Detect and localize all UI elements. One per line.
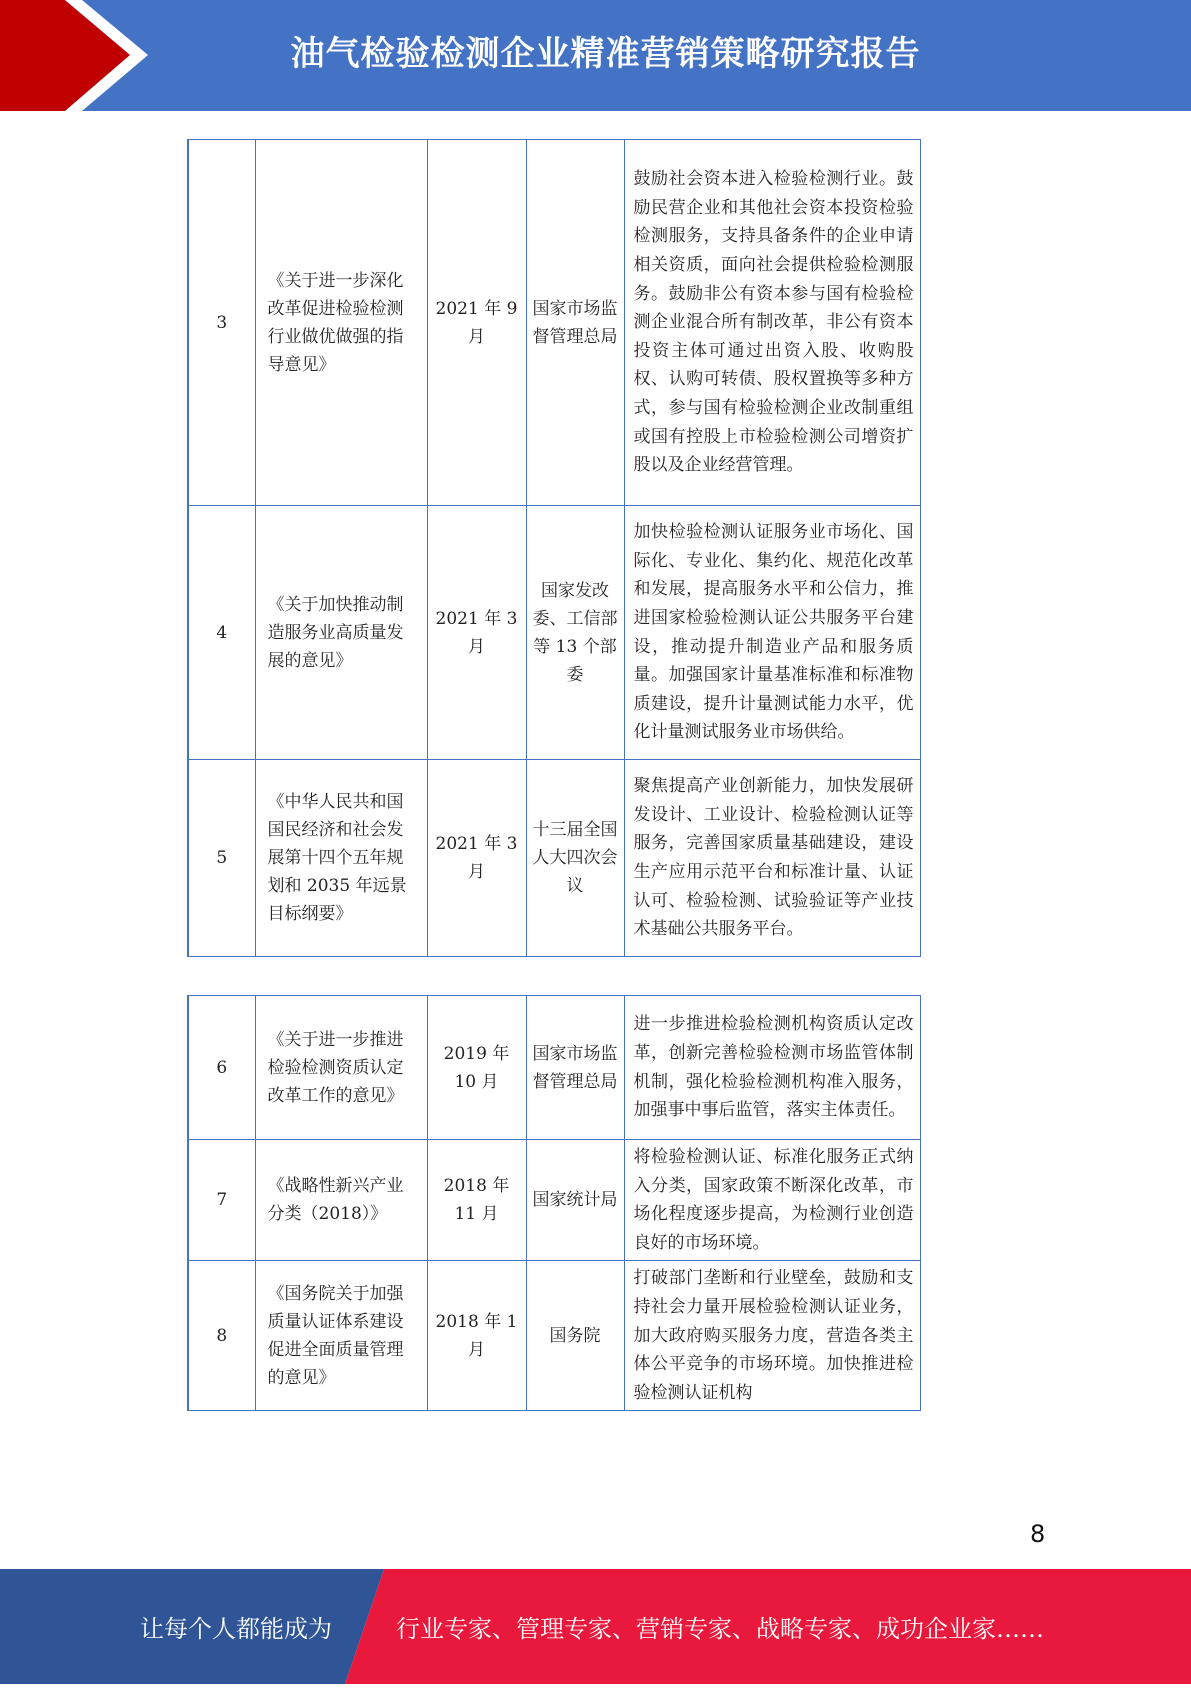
policy-table-1 [187, 139, 921, 957]
issue-date: 2021 年 9 月 [427, 140, 526, 506]
row-number: 4 [188, 506, 255, 760]
footer-slogan-right: 行业专家、管理专家、营销专家、战略专家、成功企业家…… [396, 1615, 1044, 1643]
policy-content: 加快检验检测认证服务业市场化、国际化、专业化、集约化、规范化改革和发展，提高服务水平和公信力，推进国家检验检测认证公共服务平台建设，推动提升制造业产品和服务质量。加强国家计量基准标准和标准物质建设，提升计量测试能力水平，优化计量测试服务业市场供给。 [624, 506, 920, 760]
policy-table-2 [187, 995, 921, 1411]
issuing-authority: 国家发改委、工信部等 13 个部委 [526, 506, 624, 760]
policy-document-name: 《关于进一步深化改革促进检验检测行业做优做强的指导意见》 [255, 140, 427, 506]
row-number: 6 [188, 996, 255, 1140]
policy-content: 进一步推进检验检测机构资质认定改革，创新完善检验检测市场监管体制机制，强化检验检测机构准入服务，加强事中事后监管，落实主体责任。 [624, 996, 920, 1140]
policy-content: 打破部门垄断和行业壁垒，鼓励和支持社会力量开展检验检测认证业务，加大政府购买服务力度，营造各类主体公平竞争的市场环境。加快推进检验检测认证机构 [624, 1261, 920, 1411]
table-row [188, 1261, 920, 1411]
page-header [0, 0, 1191, 111]
issuing-authority: 十三届全国人大四次会议 [526, 760, 624, 957]
policy-document-name: 《关于进一步推进检验检测资质认定改革工作的意见》 [255, 996, 427, 1140]
table-row [188, 1140, 920, 1261]
issue-date: 2021 年 3 月 [427, 760, 526, 957]
policy-document-name: 《关于加快推动制造服务业高质量发展的意见》 [255, 506, 427, 760]
issuing-authority: 国家统计局 [526, 1140, 624, 1261]
issuing-authority: 国家市场监督管理总局 [526, 140, 624, 506]
issue-date: 2018 年 1 月 [427, 1261, 526, 1411]
page-number: 8 [1030, 1520, 1046, 1548]
page-footer [0, 1569, 1191, 1684]
policy-content: 聚焦提高产业创新能力，加快发展研发设计、工业设计、检验检测认证等服务，完善国家质量基础建设，建设生产应用示范平台和标准计量、认证认可、检验检测、试验验证等产业技术基础公共服务平台。 [624, 760, 920, 957]
issue-date: 2019 年 10 月 [427, 996, 526, 1140]
issuing-authority: 国家市场监督管理总局 [526, 996, 624, 1140]
policy-content: 鼓励社会资本进入检验检测行业。鼓励民营企业和其他社会资本投资检验检测服务，支持具备条件的企业申请相关资质，面向社会提供检验检测服务。鼓励非公有资本参与国有检验检测企业混合所有制改革，非公有资本投资主体可通过出资入股、收购股权、认购可转债、股权置换等多种方式，参与国有检验检测企业改制重组或国有控股上市检验检测公司增资扩股以及企业经营管理。 [624, 140, 920, 506]
row-number: 8 [188, 1261, 255, 1411]
table-row [188, 140, 920, 506]
policy-document-name: 《战略性新兴产业分类（2018）》 [255, 1140, 427, 1261]
policy-content: 将检验检测认证、标准化服务正式纳入分类，国家政策不断深化改革，市场化程度逐步提高，为检测行业创造良好的市场环境。 [624, 1140, 920, 1261]
report-title: 油气检验检测企业精准营销策略研究报告 [290, 34, 921, 74]
policy-document-name: 《国务院关于加强质量认证体系建设促进全面质量管理的意见》 [255, 1261, 427, 1411]
row-number: 7 [188, 1140, 255, 1261]
table-row [188, 760, 920, 957]
table-row [188, 996, 920, 1140]
row-number: 5 [188, 760, 255, 957]
issuing-authority: 国务院 [526, 1261, 624, 1411]
row-number: 3 [188, 140, 255, 506]
table-row [188, 506, 920, 760]
issue-date: 2021 年 3 月 [427, 506, 526, 760]
issue-date: 2018 年 11 月 [427, 1140, 526, 1261]
policy-document-name: 《中华人民共和国国民经济和社会发展第十四个五年规划和 2035 年远景目标纲要》 [255, 760, 427, 957]
footer-slogan-left: 让每个人都能成为 [140, 1615, 332, 1643]
